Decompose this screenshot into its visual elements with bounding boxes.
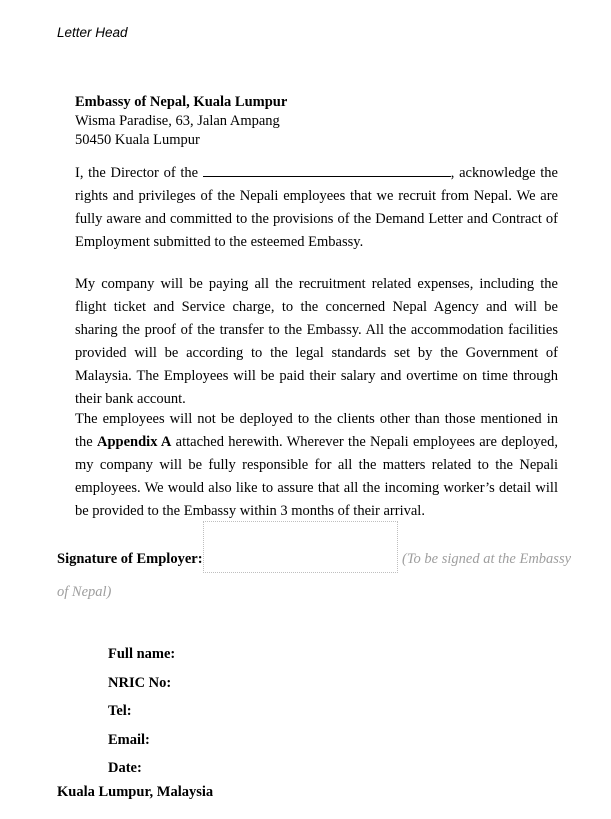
paragraph-deployment [75, 408, 558, 523]
full-name-label: Full name: [108, 646, 176, 662]
date-label: Date: [108, 760, 142, 776]
signature-box-field[interactable] [203, 521, 398, 573]
employer-details-block [108, 640, 175, 783]
signature-note-line2: of Nepal) [57, 584, 112, 600]
letterhead-placeholder: Letter Head [57, 25, 128, 40]
recipient-address-line1: Wisma Paradise, 63, Jalan Ampang [75, 113, 280, 129]
signature-of-employer-label: Signature of Employer: [57, 551, 203, 567]
tel-label: Tel: [108, 703, 132, 719]
appendix-a-reference: Appendix A [97, 434, 172, 450]
recipient-name: Embassy of Nepal, Kuala Lumpur [75, 94, 288, 110]
company-name-blank-field[interactable] [203, 164, 451, 177]
paragraph-acknowledgement [75, 162, 558, 254]
city-country-line: Kuala Lumpur, Malaysia [57, 784, 214, 800]
p1-text-after-blank: , acknowledge the rights and privileges of the Nepali employees that we recruit from Nepal. We are fully aware and committed to the provisions of the Demand Letter and Contract of Employment submitted to the esteemed Embassy. [75, 165, 558, 250]
recipient-address-block [75, 93, 287, 150]
recipient-address-line2: 50450 Kuala Lumpur [75, 132, 200, 148]
p3-text-part1: The employees will not be deployed to the clients other than those mentioned in the [75, 411, 558, 450]
p1-text-before-blank: I, the Director of the [75, 165, 203, 181]
nric-no-label: NRIC No: [108, 674, 172, 691]
paragraph-expenses: My company will be paying all the recruitment related expenses, including the flight ticket and Service charge, to the concerned Nepal Agency and will be sharing the proof of the transfer to the Embassy. All the accommodation facilities provided will be according to the legal standards set by the Government of Malaysia. The Employees will be paid their salary and overtime on time through their bank account. [75, 276, 558, 407]
email-label: Email: [108, 731, 150, 748]
signature-note-line1: (To be signed at the Embassy [402, 551, 572, 567]
p3-text-part2: attached herewith. Wherever the Nepali employees are deployed, my company will be fully responsible for all the matters related to the Nepali employees. We would also like to assure that all the incoming worker’s detail will be provided to the Embassy within 3 months of their arrival. [75, 434, 558, 519]
